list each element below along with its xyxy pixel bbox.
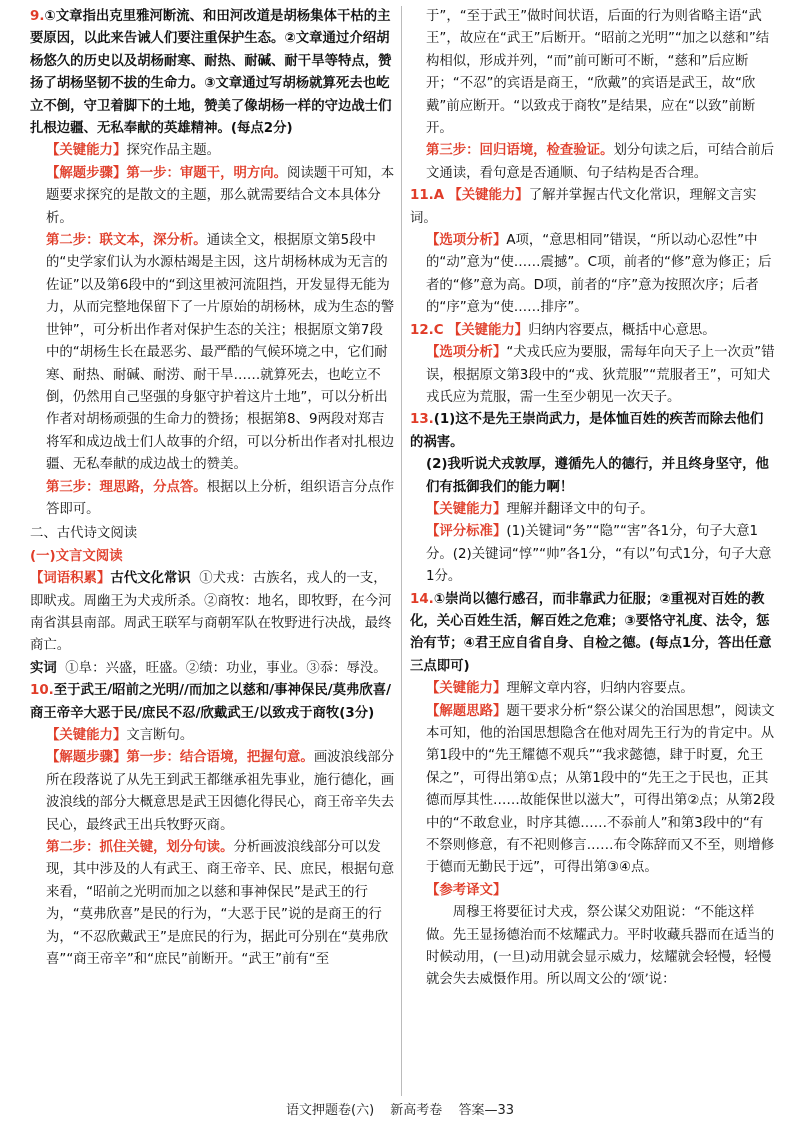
q10-step2 — [30, 837, 396, 971]
q12-opt-tag: 【选项分析】 — [426, 345, 507, 361]
vocab-text: ①犬戎：古族名，戎人的一支，即畎戎。周幽王为犬戎所杀。②商牧：地名，即牧野，在今河南省淇县南部。周武王联军与商朝军队在牧野进行决战，最终商亡。 — [30, 571, 392, 654]
q13-standard — [410, 521, 776, 588]
q14-think-text: 题干要求分析“祭公谋父的治国思想”，阅读文本可知，他的治国思想隐含在他对周先王行为的肯定中。从第1段中的“先王耀德不观兵”“我求懿德，肆于时夏，允王保之”，可得出第①点；从第1段中的“先王之于民也，正其德而厚其性……故能保世以滋大”，可得出第②点；从第2段中的“不敢怠业，时序其德……不忝前人”和第3段中的“有不祭则修意，有不祀则修言……布令陈辞而又不至，则增修于德而无勤民于远”，可得出第③④点。 — [426, 703, 775, 876]
q10-step3-title: 第三步：回归语境，检查验证。 — [426, 143, 614, 159]
reference-translation-text: 周穆王将要征讨犬戎，祭公谋父劝阻说：“不能这样做。先王显扬德治而不炫耀武力。平时收藏兵器而在适当的时候动用，(一旦)动用就会显示威力，炫耀就会轻慢，轻慢就会失去威慑作用。所以周文公的‘颂’说： — [426, 905, 775, 988]
q12-opt-text: “犬戎氏应为要服，需每年向天子上一次贡”错误，根据原文第3段中的“戎、狄荒服”“荒服者王”，可知犬戎氏应为荒服，需一生至少朝见一次天子。 — [426, 345, 775, 405]
q10-text: 至于武王/昭前之光明//而加之以慈和/事神保民/莫弗欣喜/商王帝辛大恶于民/庶民不忍/欣戴武王/以致戎于商牧(3分) — [30, 683, 392, 721]
q9-number: 9. — [30, 9, 45, 24]
q14-number: 14. — [410, 591, 434, 607]
page-footer — [0, 1100, 800, 1122]
q9-ability-tag: 【关键能力】 — [46, 143, 127, 159]
q9-step2-title: 第二步：联文本，深分析。 — [46, 233, 207, 249]
q13-ability-tag: 【关键能力】 — [426, 501, 507, 517]
q13-std-tag: 【评分标准】 — [426, 524, 507, 540]
q10-step2-title: 第二步：抓住关键，划分句读。 — [46, 840, 234, 856]
shici-head: 实词 — [30, 660, 57, 676]
q11-options — [410, 230, 776, 320]
q10-step1-title: 第一步：结合语境，把握句意。 — [126, 750, 314, 766]
q13-ability-text: 理解并翻译文中的句子。 — [506, 501, 654, 517]
q13-answer-1 — [410, 409, 776, 454]
q12-number: 12.C — [410, 322, 444, 338]
q10-number: 10. — [30, 683, 54, 699]
q11-block — [410, 185, 776, 230]
reference-translation-tag: 【参考译文】 — [426, 882, 507, 898]
q14-ability — [410, 678, 776, 700]
q10-step3 — [410, 140, 776, 185]
q9-steps-tag: 【解题步骤】 — [46, 165, 127, 181]
q14-ability-tag: 【关键能力】 — [426, 681, 507, 697]
q10-step3-text: 划分句读之后，可结合前后文通读，看句意是否通顺、句子结构是否合理。 — [426, 143, 775, 181]
section-2-title: 二、古代诗文阅读 — [30, 526, 138, 542]
q14-thinking — [410, 701, 776, 880]
shici-text: ①阜：兴盛，旺盛。②绩：功业，事业。③忝：辱没。 — [65, 660, 387, 676]
q9-step2-text: 通读全文，根据原文第5段中的“史学家们认为水源枯竭是主因，这片胡杨林成为无言的佐证”以及第6段中的“到这里被河流阻挡，开发显得无能为力，从而完整地保留下了一片原始的胡杨林，成为生态的警世钟”，可分析出作者对保护生态的关注；根据原文第7段中的“胡杨生长在最恶劣、最严酷的气候环境之中，它们耐寒、耐热、耐碱、耐涝、耐干旱……就算死去，也屹立不倒，仍然用自己坚强的身躯守护着这片土地”，可以分析出作者对胡杨顽强的生命力的赞扬；根据第8、9两段对郑吉将军和成边战士们人故事的介绍，可以分析出作者对扎根边疆、无私奉献的成边战士的赞美。 — [46, 233, 395, 473]
q12-ability-tag: 【关键能力】 — [447, 322, 529, 338]
q13-ability — [410, 499, 776, 521]
vocab-tag: 【词语积累】 — [30, 571, 111, 587]
q13-number: 13. — [410, 412, 434, 428]
q9-ability-text: 探究作品主题。 — [126, 143, 221, 159]
q14-think-tag: 【解题思路】 — [426, 703, 507, 719]
q9-step3 — [30, 477, 396, 522]
q10-ability — [30, 725, 396, 747]
footer-paper: 语文押题卷(六) — [286, 1103, 375, 1118]
q9-ability — [30, 140, 396, 162]
q9-step1-title: 第一步：审题干，明方向。 — [126, 165, 288, 181]
q9-step3-title: 第三步：理思路，分点答。 — [46, 479, 207, 495]
q9-answer — [30, 6, 396, 140]
q12-options — [410, 342, 776, 409]
left-column — [30, 6, 396, 971]
footer-page: 答案—33 — [458, 1103, 514, 1118]
q11-opt-text: A项，“意思相同”错误，“所以动心忍性”中的“动”意为“使……震撼”。C项，前者的“修”意为修正；后者的“修”意为高。D项，前者的“序”意为按照次序；后者的“序”意为“使……排序”。 — [426, 233, 772, 316]
q9-step3-text: 根据以上分析，组织语言分点作答即可。 — [46, 479, 395, 517]
section-2-subtitle: (一)文言文阅读 — [30, 548, 123, 564]
q13-std-text: (1)关键词“务”“隐”“害”各1分，句子大意1分。(2)关键词“惇”“帅”各1分，“有以”句式1分，句子大意1分。 — [426, 524, 772, 585]
q9-step2 — [30, 230, 396, 476]
vocab-head: 古代文化常识 — [110, 571, 191, 587]
q12-ability-text: 归纳内容要点，概括中心意思。 — [528, 322, 716, 338]
q14-ability-text: 理解文章内容，归纳内容要点。 — [506, 681, 694, 697]
q10-step1-text: 画波浪线部分所在段落说了从先王到武王都继承祖先事业，施行德化，画波浪线的部分大概意思是武王因德化得民心，商王帝辛失去民心，最终武王出兵牧野灭商。 — [46, 750, 395, 833]
q10-step1 — [30, 747, 396, 837]
q9-text: ①文章指出克里雅河断流、和田河改道是胡杨集体干枯的主要原因，以此来告诫人们要注重保护生态。②文章通过介绍胡杨悠久的历史以及胡杨耐寒、耐热、耐碱、耐干旱等特点，赞扬了胡杨坚韧不拔的生命力。③文章通过写胡杨就算死去也屹立不倒，守卫着脚下的土地，赞美了像胡杨一样的守边战士们扎根边疆、无私奉献的英雄精神。(每点2分) — [30, 9, 392, 137]
q9-step1-text: 阅读题干可知，本题要求探究的是散文的主题，那么就需要结合文本具体分析。 — [46, 165, 395, 226]
footer-exam: 新高考卷 — [390, 1103, 443, 1118]
q10-step2-continued: 于”，“至于武王”做时间状语，后面的行为则省略主语“武王”，故应在“武王”后断开。“昭前之光明”“加之以慈和”结构相似，形成并列，“而”前可断可不断，“慈和”后应断开；“不忍”的宾语是商王，“欣戴”的宾语是武王，故“欣戴”前应断开。“以致戎于商牧”是结果，应在“以致”前断开。 — [426, 9, 770, 137]
q11-opt-tag: 【选项分析】 — [426, 233, 507, 249]
q10-steps-tag: 【解题步骤】 — [46, 750, 127, 766]
q14-answer — [410, 589, 776, 679]
shici-block — [30, 658, 396, 680]
vocab-block — [30, 568, 396, 658]
q12-block — [410, 320, 776, 342]
q10-answer — [30, 680, 396, 725]
q11-ability-text: 了解并掌握古代文化常识，理解文言实词。 — [410, 188, 757, 226]
q11-number: 11.A — [410, 188, 445, 204]
q10-ability-tag: 【关键能力】 — [46, 728, 127, 743]
q10-ability-text: 文言断句。 — [126, 728, 194, 743]
q14-text: ①崇尚以德行感召，而非靠武力征服；②重视对百姓的教化，关心百姓生活，解百姓之危难；③要恪守礼度、法令，惩治有节；④君王应自省自身、自检之德。(每点1分，答出任意三点即可) — [410, 591, 772, 674]
q9-step1 — [30, 163, 396, 230]
right-column — [410, 6, 776, 992]
q11-ability-tag: 【关键能力】 — [448, 188, 529, 204]
q10-step2-text: 分析画波浪线部分可以发现，其中涉及的人有武王、商王帝辛、民、庶民，根据句意来看，“昭前之光明而加之以慈和事神保民”是武王的行为，“莫弗欣喜”是民的行为，“大恶于民”说的是商王的行为，“不忍欣戴武王”是庶民的行为，据此可分别在“莫弗欣喜”“商王帝辛”和“庶民”前断开。“武王”前有“至 — [46, 840, 395, 968]
q13-answer-1-text: (1)这不是先王崇尚武力，是体恤百姓的疾苦而除去他们的祸害。 — [410, 412, 764, 450]
column-divider — [401, 6, 402, 1096]
q13-answer-2: (2)我听说犬戎敦厚，遵循先人的德行，并且终身坚守，他们有抵御我们的能力啊！ — [426, 457, 769, 495]
